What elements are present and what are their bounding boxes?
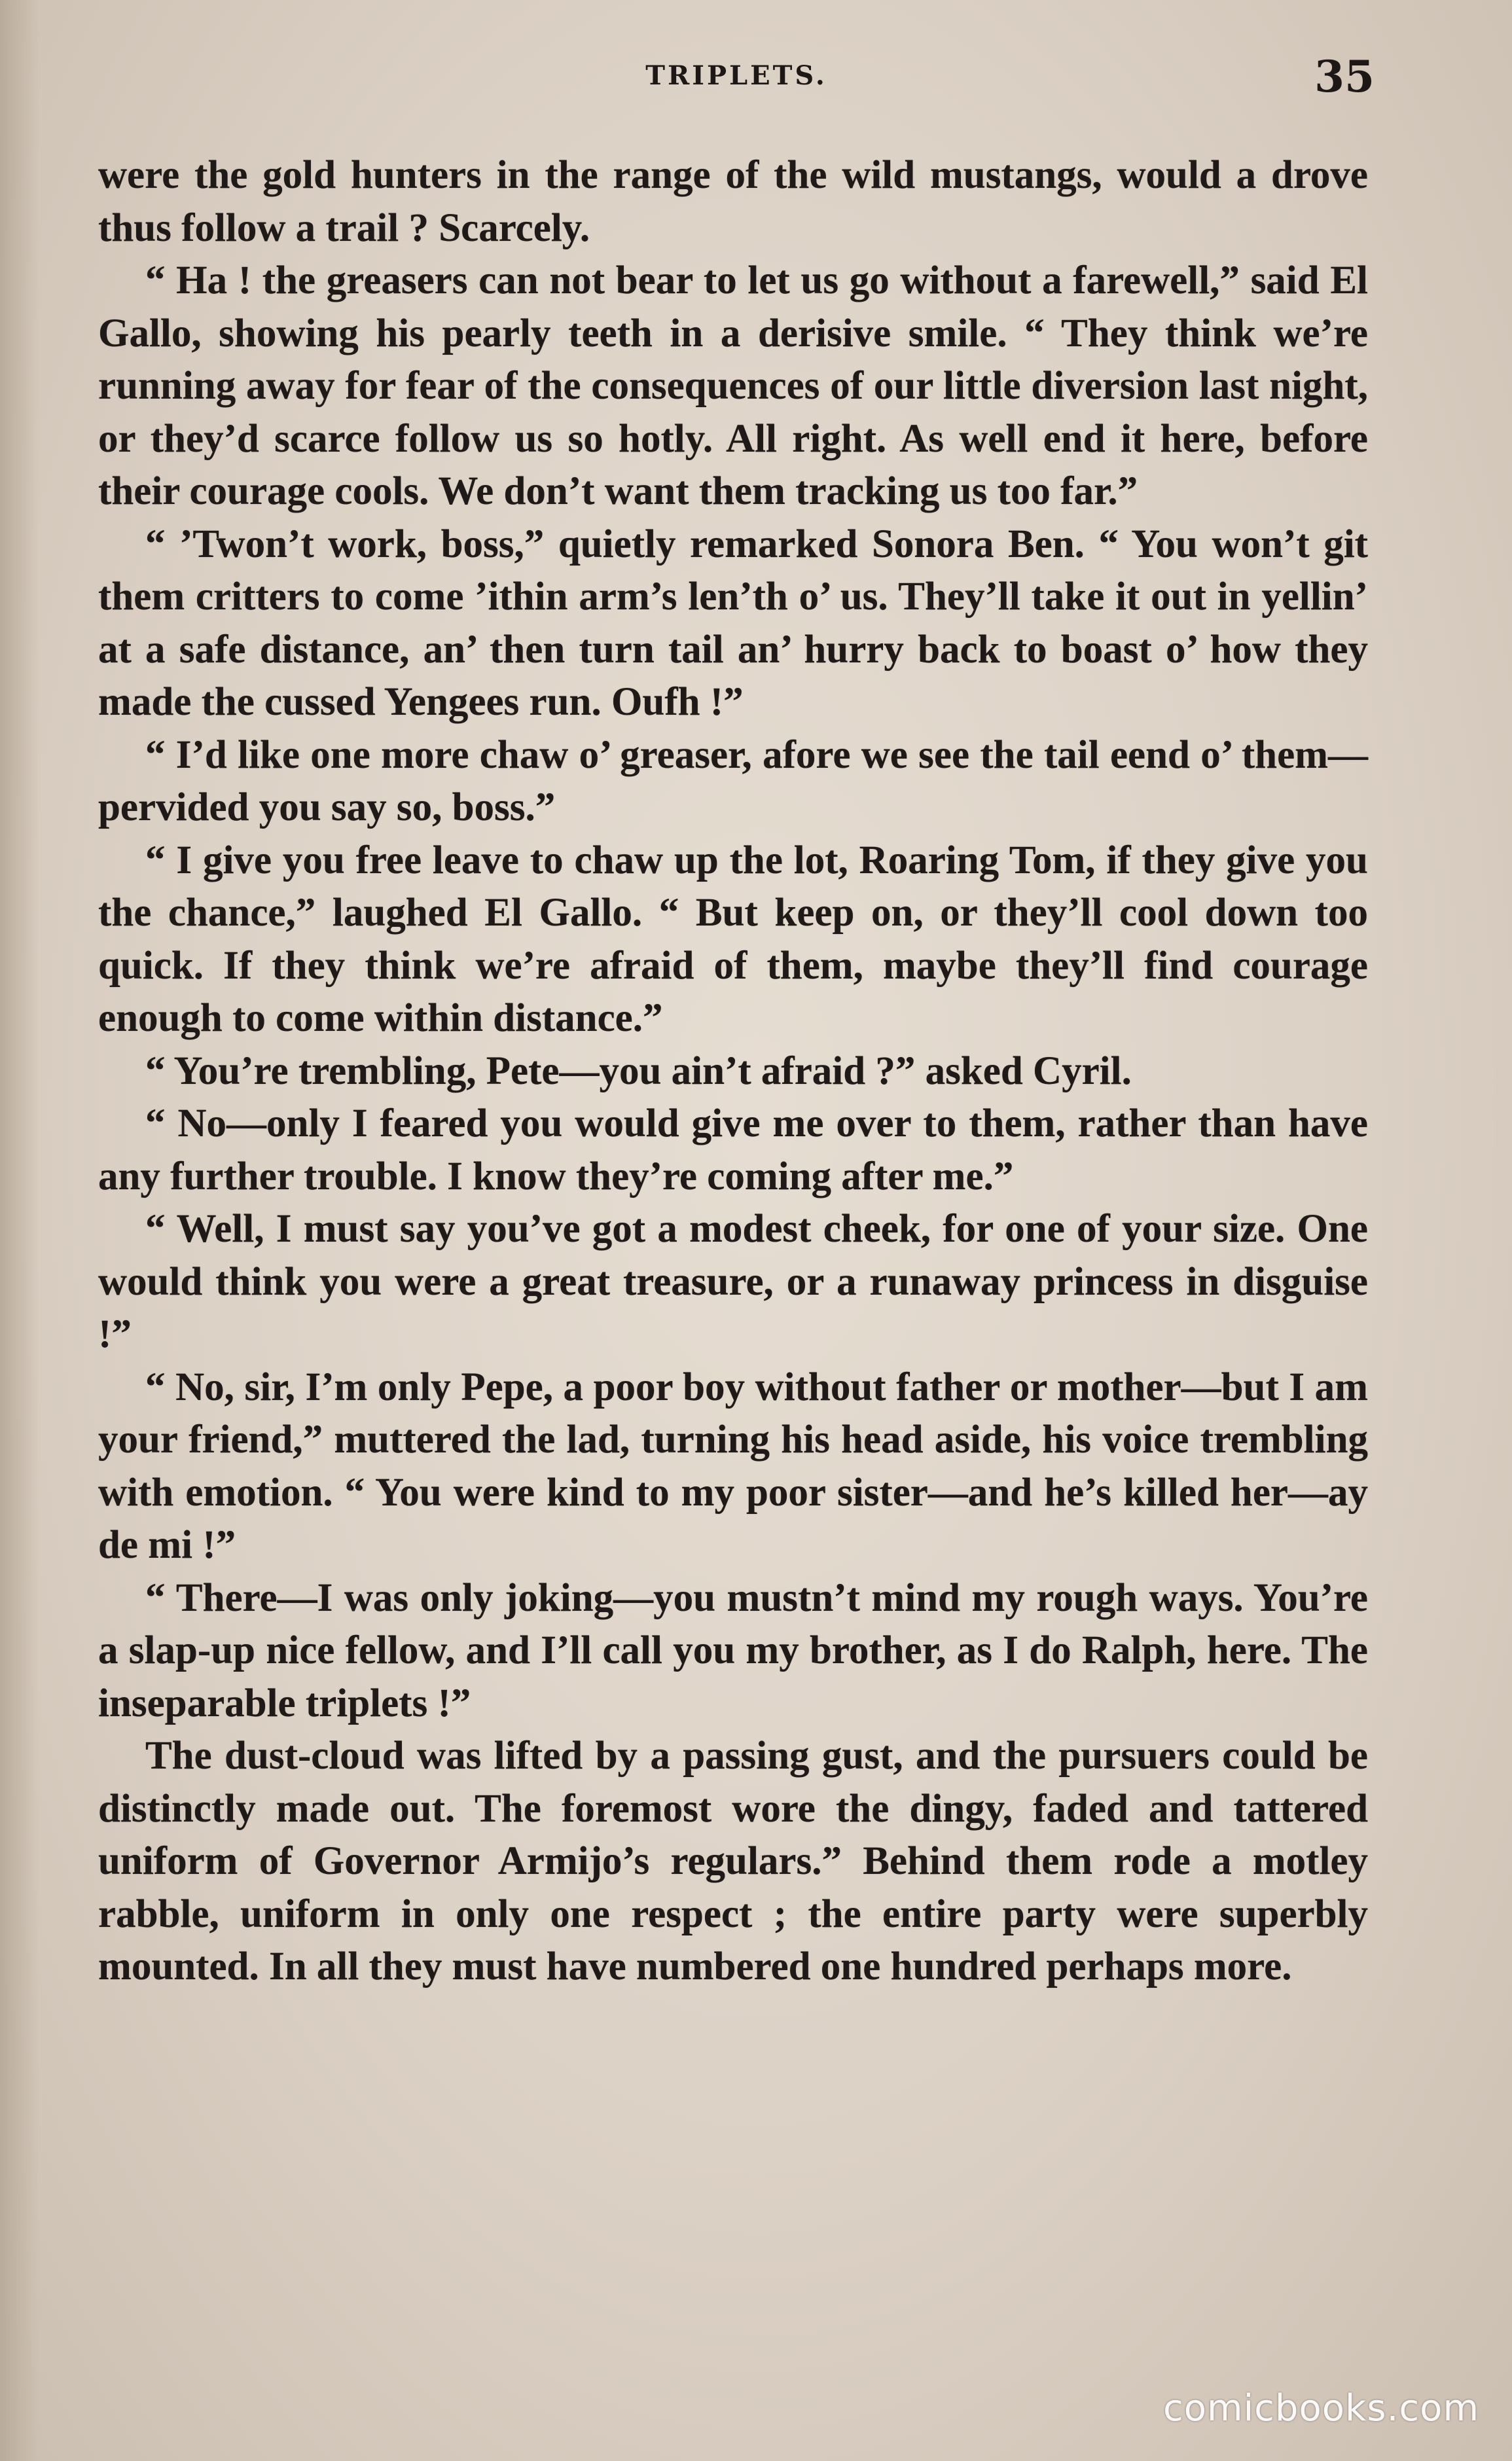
page-gutter-shadow	[0, 0, 39, 2461]
paragraph: “ I’d like one more chaw o’ greaser, afore we see the tail eend o’ them—pervided you say so, boss.”	[98, 732, 1368, 829]
body-text	[98, 149, 1368, 1994]
paragraph: “ Ha ! the greasers can not bear to let us go without a farewell,” said El Gallo, showing his pearly teeth in a derisive smile. “ They think we’re running away for fear of the consequences of our little diversion last night, or they’d scarce follow us so hotly. All right. As well end it here, before their courage cools. We don’t want them tracking us too far.”	[98, 259, 1368, 513]
paragraph: “ You’re trembling, Pete—you ain’t afraid ?” asked Cyril.	[145, 1049, 1132, 1093]
running-title: TRIPLETS.	[645, 60, 827, 91]
paragraph: The dust-cloud was lifted by a passing gust, and the pursuers could be distinctly made out. The foremost wore the dingy, faded and tattered uniform of Governor Armijo’s regulars.” Behind them rode a motley rabble, uniform in only one respect ; the entire party were superbly mounted. In all they must have numbered one hundred perhaps more.	[98, 1734, 1368, 1988]
paragraph: were the gold hunters in the range of the wild mustangs, would a drove thus follow a trail ? Scarcely.	[98, 153, 1368, 250]
paragraph: “ I give you free leave to chaw up the lot, Roaring Tom, if they give you the chance,” laughed El Gallo. “ But keep on, or they’ll cool down too quick. If they think we’re afraid of them, maybe they’ll find courage enough to come within distance.”	[98, 838, 1368, 1040]
paragraph: “ ’Twon’t work, boss,” quietly remarked Sonora Ben. “ You won’t git them critters to come ’ithin arm’s len’th o’ us. They’ll take it out in yellin’ at a safe distance, an’ then turn tail an’ hurry back to boast o’ how they made the cussed Yengees run. Oufh !”	[98, 522, 1368, 724]
page-header	[98, 46, 1375, 118]
paragraph: “ There—I was only joking—you mustn’t mind my rough ways. You’re a slap-up nice fellow, and I’ll call you my brother, as I do Ralph, here. The inseparable triplets !”	[98, 1575, 1368, 1725]
paragraph: “ Well, I must say you’ve got a modest cheek, for one of your size. One would think you were a great treasure, or a runaway princess in disguise !”	[98, 1207, 1368, 1356]
page-number: 35	[1314, 51, 1375, 102]
watermark: comicbooks.com	[1162, 2387, 1479, 2430]
paragraph: “ No, sir, I’m only Pepe, a poor boy without father or mother—but I am your friend,” muttered the lad, turning his head aside, his voice trembling with emotion. “ You were kind to my poor sister—and he’s killed her—ay de mi !”	[98, 1365, 1368, 1567]
paragraph: “ No—only I feared you would give me over to them, rather than have any further trouble. I know they’re coming after me.”	[98, 1102, 1368, 1198]
